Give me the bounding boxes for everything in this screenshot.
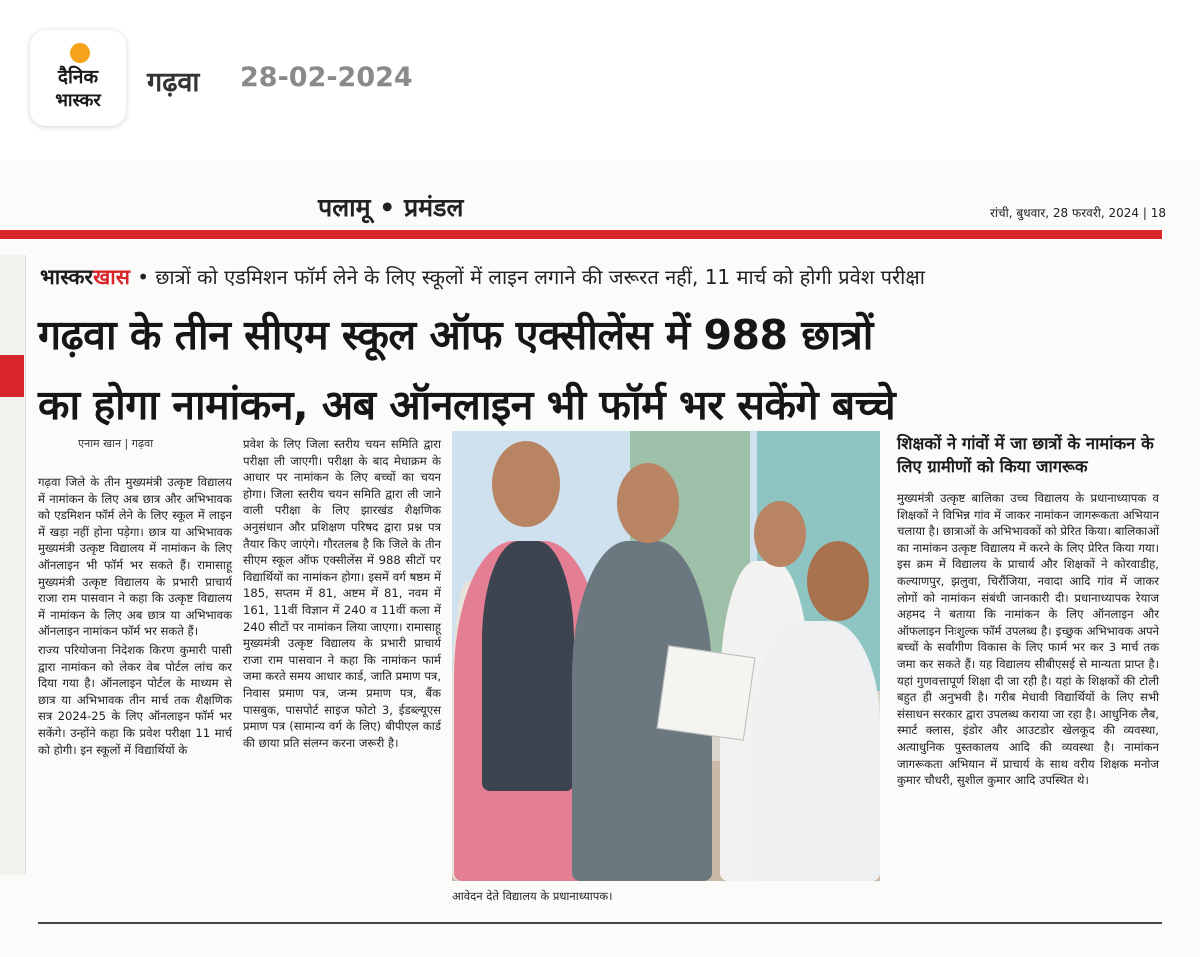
article-paragraph: गढ़वा जिले के तीन मुख्यमंत्री उत्कृष्ट विद्यालय में नामांकन के लिए अब छात्र और अभिभावक को एडमिशन फॉर्म लेने के लिए स्कूल में लाइन में खड़ा नहीं होना पड़ेगा। छात्र या अभिभावक मुख्यमंत्री उत्कृष्ट विद्यालय में नामांकन के लिए ऑनलाइन भी फॉर्म भर सकते हैं। रामासाहू मुख्यमंत्री उत्कृष्ट विद्यालय के प्रभारी प्राचार्य राजा राम पासवान ने कहा कि उत्कृष्ट विद्यालय में नामांकन के लिए अब छात्र या अभिभावक ऑनलाइन नामांकन फॉर्म भर सकते हैं। — [38, 475, 232, 639]
edition-city: गढ़वा — [147, 67, 200, 98]
adjacent-page-edge — [0, 255, 26, 875]
sidebar-body: मुख्यमंत्री उत्कृष्ट बालिका उच्च विद्यालय के प्रधानाध्यापक व शिक्षकों ने विभिन्न गांव में जाकर नामांकन जागरूकता अभियान चलाया है। छात्राओं के अभिभावकों को प्रेरित किया। बालिकाओं का नामांकन उत्कृष्ट विद्यालय में करने के लिए प्रेरित किया गया। इस क्रम में विद्यालय के प्राचार्य और शिक्षकों ने कोरवाडीह, कल्याणपुर, झलुवा, चिरौंजिया, नवादा आदि गांव में जाकर लोगों को नामांकन संबंधी जानकारी दी। प्रधानाध्यापक रेयाज अहमद ने बताया कि नामांकन के लिए ऑनलाइन और ऑफलाइन निःशुल्क फॉर्म उपलब्ध है। इच्छुक अभिभावक अपने बच्चों के सर्वांगीण विकास के लिए फार्म भर कर 3 मार्च तक जमा कर सकते हैं। यह विद्यालय सीबीएसई से मान्यता प्राप्त है। यहां गुणवत्तापूर्ण शिक्षा दी जा रही है। यहां के शिक्षकों की टोली बहुत ही अनुभवी है। गरीब मेधावी विद्यार्थियों के लिए सभी संसाधन सरकार द्वारा उपलब्ध कराया जा रहा है। आधुनिक लैब, स्मार्ट क्लास, इंडोर और आउटडोर खेलकूद की व्यवस्था, अत्याधुनिक पुस्तकालय आदि की व्यवस्था है। नामांकन जागरूकता अभियान में प्राचार्य के साथ वरीय शिक्षक मनोज कुमार चौधरी, सुशील कुमार आदि उपस्थित थे। — [897, 491, 1159, 788]
logo-text-line2: भास्कर — [55, 90, 101, 111]
sidebar-headline: शिक्षकों ने गांवों में जा छात्रों के नामांकन के लिए ग्रामीणों को किया जागरूक — [897, 434, 1154, 476]
news-photo — [452, 431, 880, 881]
headline-line2: का होगा नामांकन, अब ऑनलाइन भी फॉर्म भर सकेंगे बच्चे — [38, 381, 896, 429]
red-divider — [0, 230, 1162, 239]
photo-head — [617, 463, 679, 543]
bottom-divider — [38, 922, 1162, 924]
photo-head — [492, 441, 560, 527]
article-paragraph: राज्य परियोजना निदेशक किरण कुमारी पासी द्वारा नामांकन को लेकर वेब पोर्टल लांच कर दिया गया है। ऑनलाइन पोर्टल के माध्यम से छात्र या अभिभावक तीन मार्च तक शैक्षणिक सत्र 2024-25 के लिए ऑनलाइन फॉर्म भर सकेंगे। उन्होंने कहा कि प्रवेश परीक्षा 11 मार्च को होगी। इन स्कूलों में विद्यार्थियों के — [38, 642, 232, 757]
kicker — [40, 263, 925, 291]
article-paragraph: प्रवेश के लिए जिला स्तरीय चयन समिति द्वारा परीक्षा ली जाएगी। परीक्षा के बाद मेधाक्रम के आधार पर नामांकन के लिए बच्चों का चयन होगा। जिला स्तरीय चयन समिति द्वारा ली जाने वाली परीक्षा के लिए झारखंड शैक्षणिक अनुसंधान और प्रशिक्षण परिषद द्वारा प्रश्न पत्र तैयार किए जाएंगे। गौरतलब है कि जिले के तीन सीएम स्कूल ऑफ एक्सीलेंस में 988 सीटों पर विद्यार्थियों का नामांकन होगा। इसमें वर्ग षष्ठम में 185, सप्तम में 81, अष्टम में 81, नवम में 161, 11वीं विज्ञान में 240 व 11वीं कला में 240 सीटों पर नामांकन लिया जाएगा। रामासाहू मुख्यमंत्री उत्कृष्ट विद्यालय के प्रभारी प्राचार्य राजा राम पासवान ने कहा कि नामांकन फार्म जमा करते समय आधार कार्ड, जाति प्रमाण पत्र, निवास प्रमाण पत्र, जन्म प्रमाण पत्र, बैंक पासबुक, पासपोर्ट साइज फोटो 3, ईडब्ल्यूएस प्रमाण पत्र (सामान्य वर्ग के लिए) बीपीएल कार्ड की छाया प्रति संलग्न करना जरूरी है। — [243, 437, 441, 750]
photo-head — [807, 541, 869, 621]
dainik-bhaskar-logo[interactable] — [30, 30, 126, 126]
application-form — [657, 645, 756, 740]
adjacent-page-red-block — [0, 355, 24, 397]
photo-head — [754, 501, 806, 567]
newspaper-page — [0, 160, 1200, 957]
app-header — [0, 0, 1200, 160]
photo-person — [482, 541, 574, 791]
edition-date[interactable]: 28-02-2024 — [240, 62, 413, 93]
dateline: रांची, बुधवार, 28 फरवरी, 2024 | 18 — [990, 206, 1166, 220]
kicker-tag: खास — [93, 265, 130, 289]
photo-person — [752, 621, 880, 881]
section-name: पलामू • प्रमंडल — [318, 193, 464, 222]
headline-line1: गढ़वा के तीन सीएम स्कूल ऑफ एक्सीलेंस में 988 छात्रों — [38, 311, 873, 359]
article-column-1 — [38, 474, 232, 760]
byline: एनाम खान | गढ़वा — [78, 437, 154, 450]
article-column-2 — [243, 436, 441, 753]
photo-caption: आवेदन देते विद्यालय के प्रधानाध्यापक। — [452, 889, 613, 903]
kicker-brand: भास्कर — [40, 265, 94, 289]
logo-text-line1: दैनिक — [57, 66, 99, 88]
sun-icon — [70, 43, 90, 63]
kicker-text: • छात्रों को एडमिशन फॉर्म लेने के लिए स्कूलों में लाइन लगाने की जरूरत नहीं, 11 मार्च को होगी प्रवेश परीक्षा — [137, 265, 925, 289]
